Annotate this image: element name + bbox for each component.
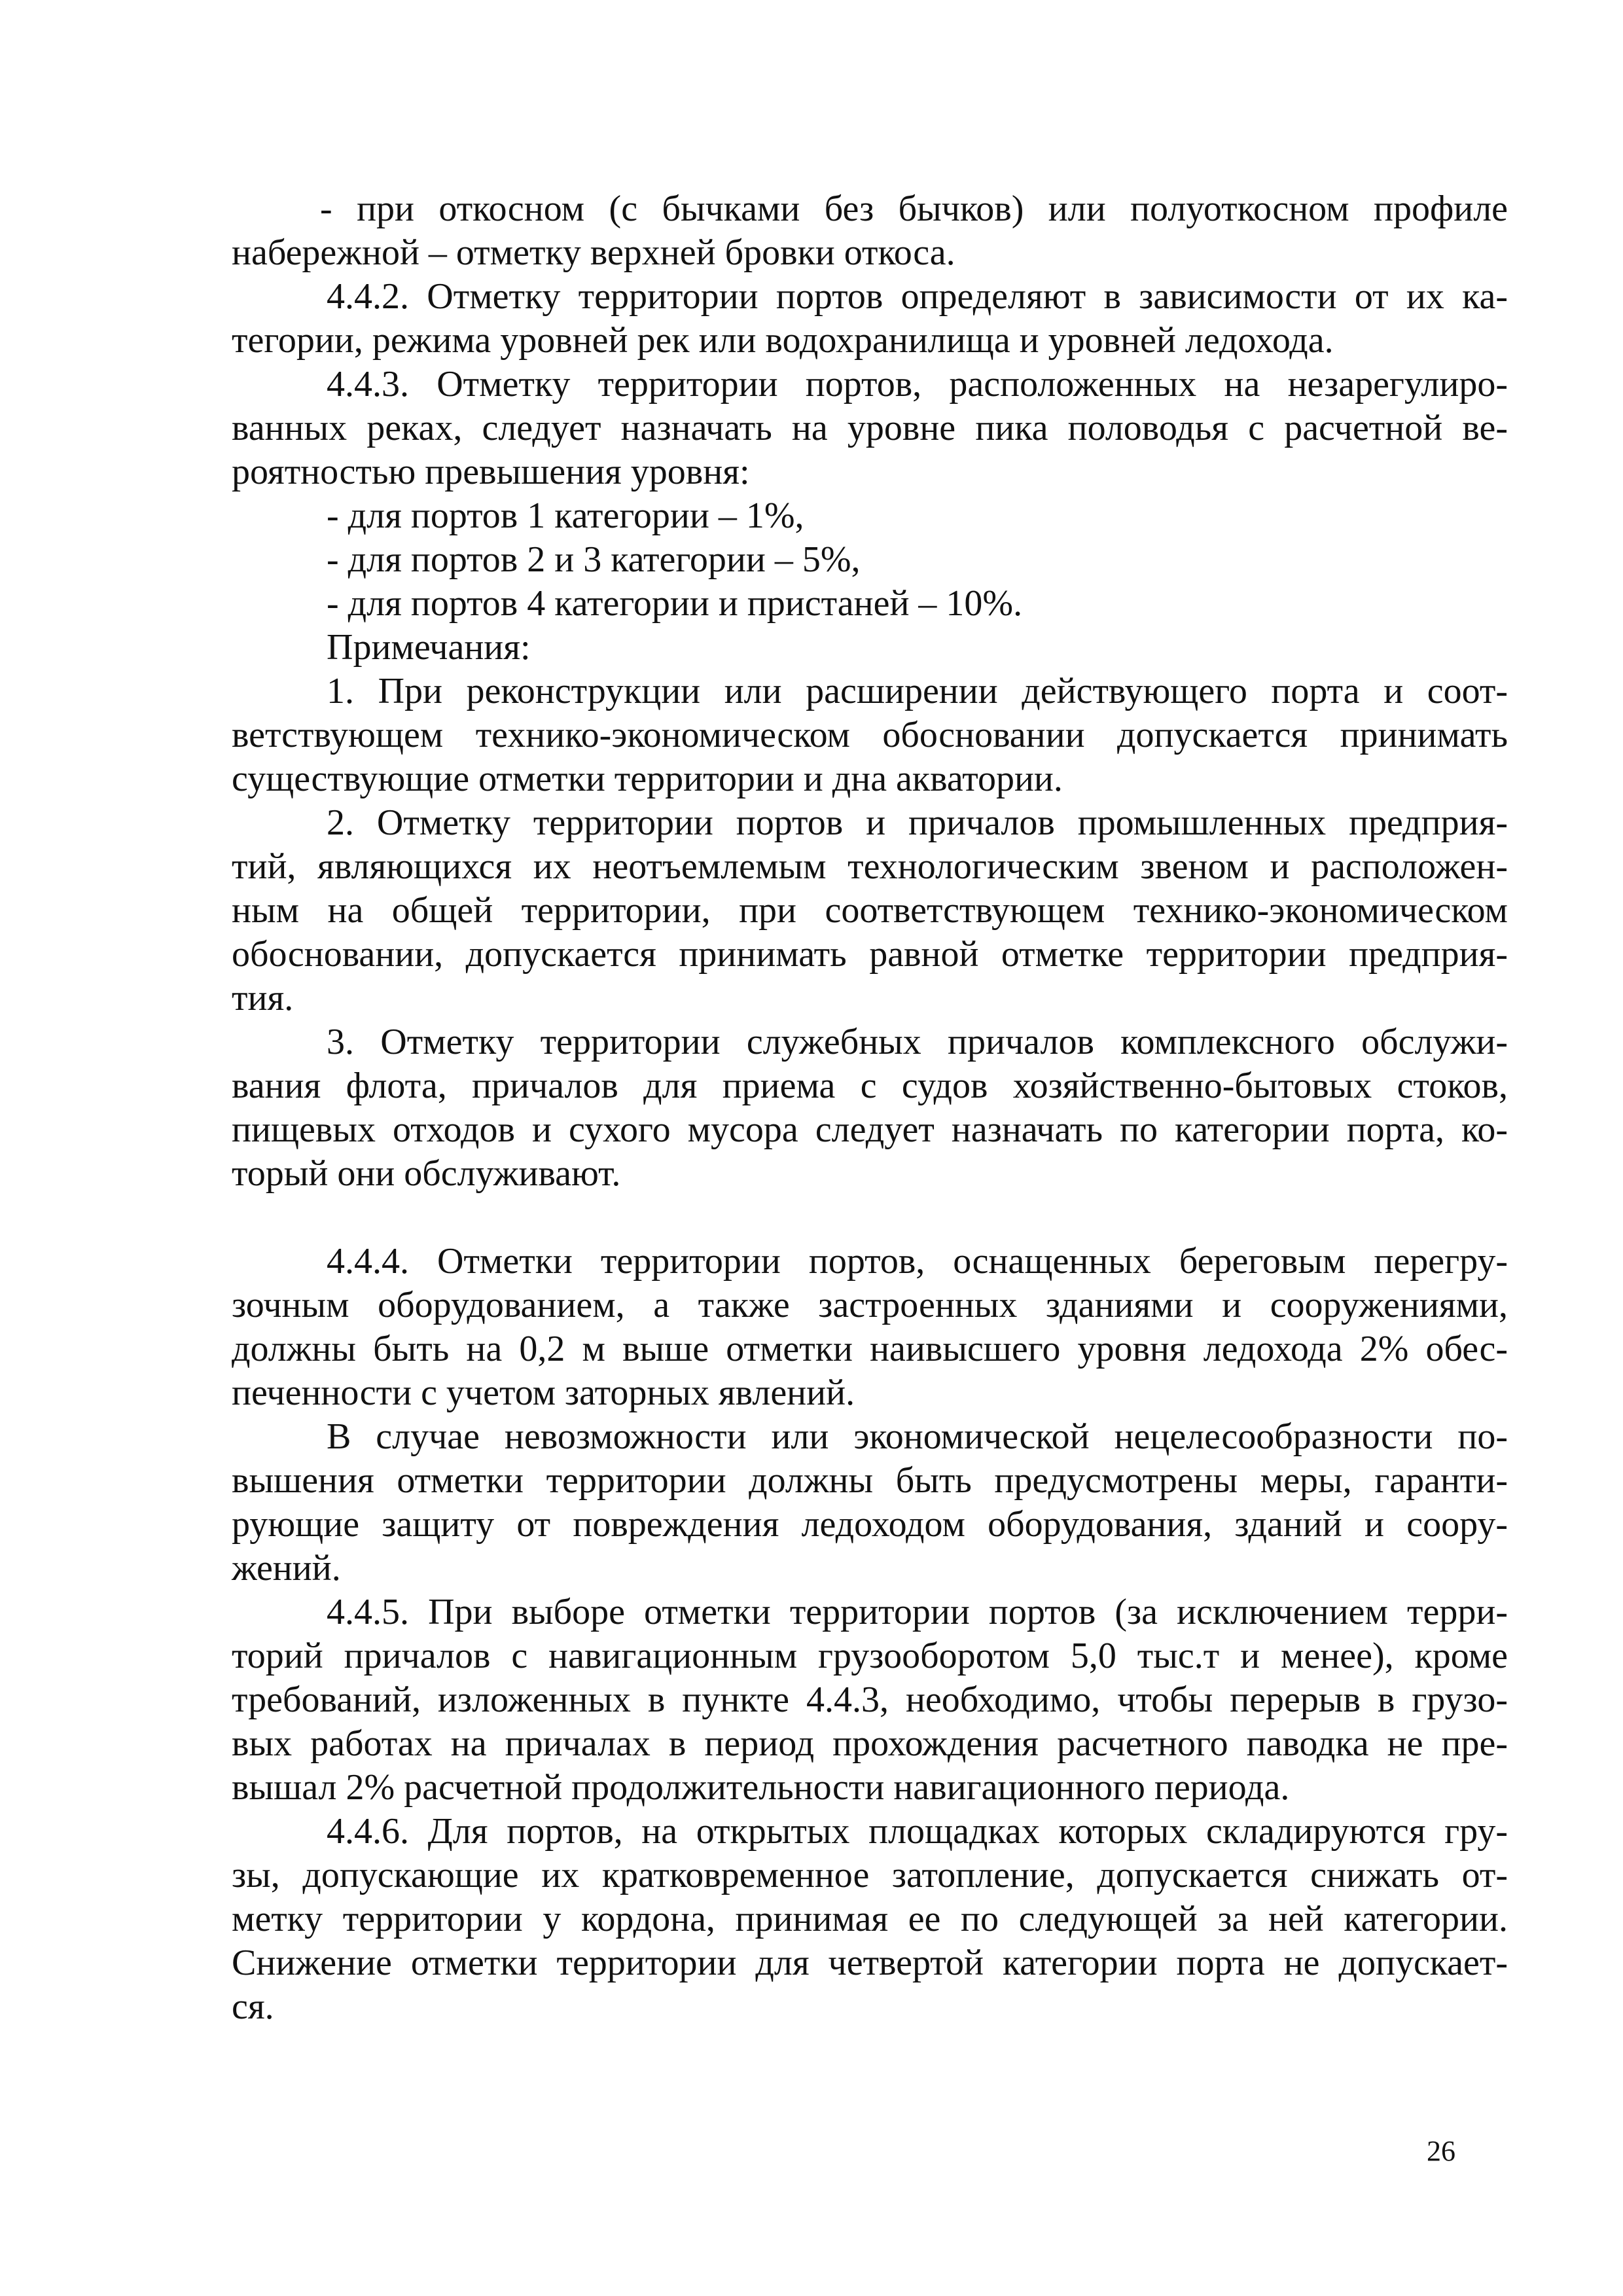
text-line: 4.4.2. Отметку территории портов определяют в зависимости от их ка-: [327, 276, 1508, 317]
text-line: тий, являющихся их неотъемлемым технологическим звеном и расположен-: [232, 846, 1508, 887]
text-line: - при откосном (с бычками без бычков) или полуоткосном профиле: [320, 188, 1508, 229]
text-line: - для портов 2 и 3 категории – 5%,: [327, 539, 861, 580]
text-line: вышал 2% расчетной продолжительности навигационного периода.: [232, 1767, 1290, 1808]
text-line: метку территории у кордона, принимая ее по следующей за ней категории.: [232, 1899, 1508, 1939]
text-line: тия.: [232, 978, 294, 1018]
text-line: ванных реках, следует назначать на уровне пика половодья с расчетной ве-: [232, 408, 1508, 448]
text-line: жений.: [232, 1548, 341, 1588]
text-line: 4.4.6. Для портов, на открытых площадках которых складируются гру-: [327, 1811, 1508, 1852]
text-line: требований, изложенных в пункте 4.4.3, необходимо, чтобы перерыв в грузо-: [232, 1679, 1508, 1720]
text-line: ветствующем технико-экономическом обосновании допускается принимать: [232, 715, 1508, 755]
text-line: 4.4.4. Отметки территории портов, оснащенных береговым перегру-: [327, 1241, 1508, 1282]
text-line: Снижение отметки территории для четвертой категории порта не допускает-: [232, 1943, 1508, 1983]
text-line: вышения отметки территории должны быть предусмотрены меры, гаранти-: [232, 1460, 1508, 1501]
text-line: торий причалов с навигационным грузооборотом 5,0 тыс.т и менее), кроме: [232, 1636, 1508, 1676]
text-line: печенности с учетом заторных явлений.: [232, 1372, 855, 1413]
text-line: торый они обслуживают.: [232, 1153, 621, 1194]
text-line: набережной – отметку верхней бровки откоса.: [232, 232, 955, 273]
text-line: 4.4.3. Отметку территории портов, расположенных на незарегулиро-: [327, 364, 1508, 404]
text-line: 1. При реконструкции или расширении действующего порта и соот-: [327, 671, 1508, 711]
text-line: вания флота, причалов для приема с судов хозяйственно-бытовых стоков,: [232, 1066, 1508, 1106]
text-line: - для портов 1 категории – 1%,: [327, 495, 804, 536]
text-line: зы, допускающие их кратковременное затопление, допускается снижать от-: [232, 1855, 1508, 1895]
text-line: ся.: [232, 1986, 274, 2027]
blank-line: [232, 1196, 1508, 1240]
text-line: 4.4.5. При выборе отметки территории портов (за исключением терри-: [327, 1592, 1508, 1632]
text-line: тегории, режима уровней рек или водохранилища и уровней ледохода.: [232, 320, 1334, 361]
text-line: 2. Отметку территории портов и причалов промышленных предприя-: [327, 802, 1508, 843]
text-line: существующие отметки территории и дна акватории.: [232, 759, 1063, 799]
text-line: вых работах на причалах в период прохождения расчетного паводка не пре-: [232, 1723, 1508, 1764]
document-body: [232, 187, 1508, 2029]
text-line: В случае невозможности или экономической нецелесообразности по-: [327, 1416, 1508, 1457]
text-line: роятностью превышения уровня:: [232, 452, 750, 492]
text-line: обосновании, допускается принимать равной отметке территории предприя-: [232, 934, 1508, 975]
text-line: пищевых отходов и сухого мусора следует назначать по категории порта, ко-: [232, 1109, 1508, 1150]
text-line: зочным оборудованием, а также застроенных зданиями и сооружениями,: [232, 1285, 1508, 1325]
text-line: 3. Отметку территории служебных причалов комплексного обслужи-: [327, 1022, 1508, 1062]
text-line: рующие защиту от повреждения ледоходом оборудования, зданий и соору-: [232, 1504, 1508, 1545]
text-line: должны быть на 0,2 м выше отметки наивысшего уровня ледохода 2% обес-: [232, 1329, 1508, 1369]
page-number: 26: [1427, 2135, 1455, 2167]
text-line: - для портов 4 категории и пристаней – 10%.: [327, 583, 1023, 624]
text-line: Примечания:: [327, 627, 531, 668]
text-line: ным на общей территории, при соответствующем технико-экономическом: [232, 890, 1508, 931]
